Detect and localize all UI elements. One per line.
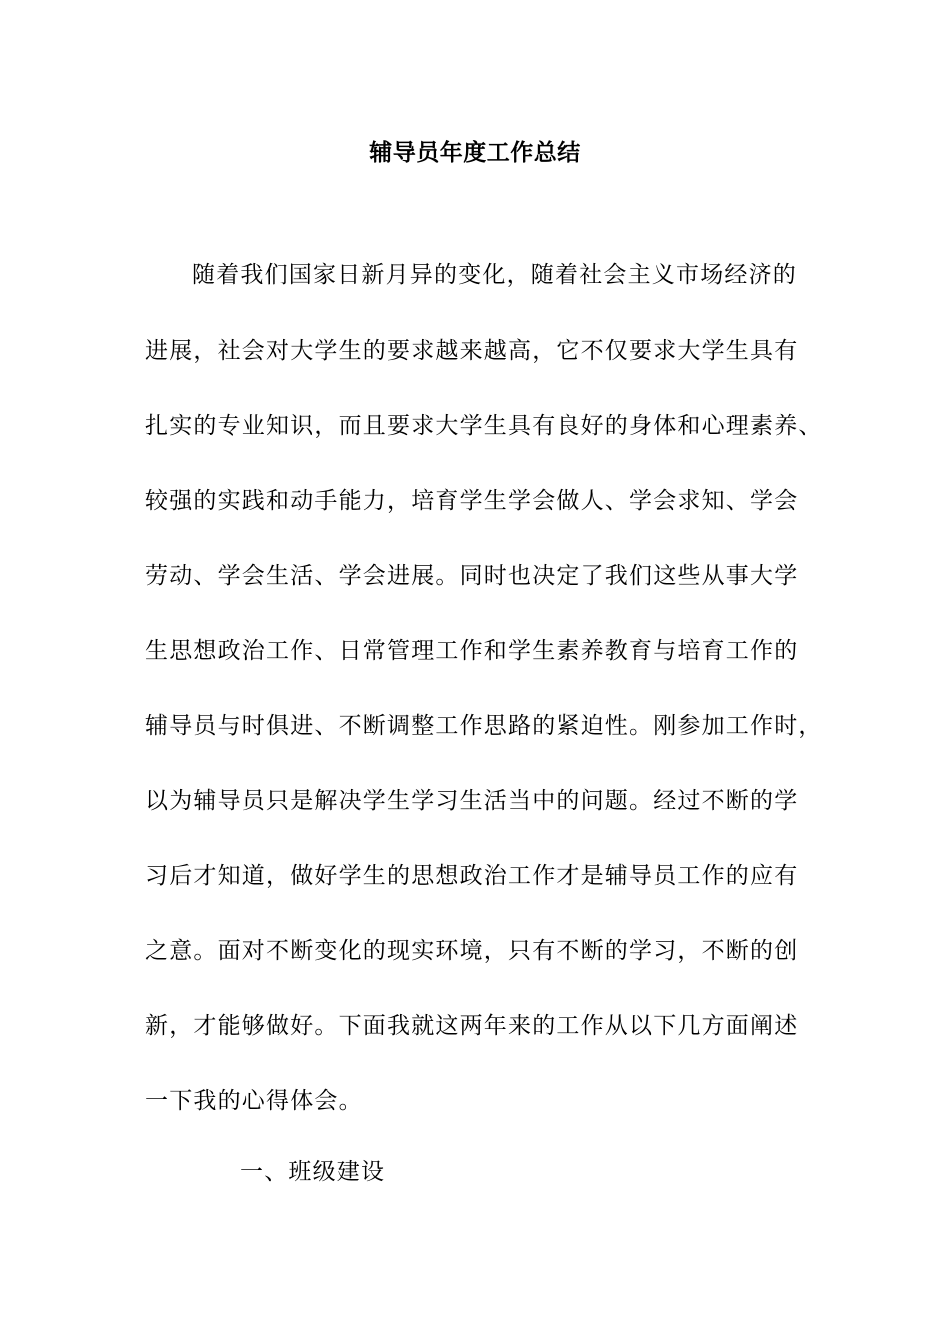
paragraph-line: 扎实的专业知识，而且要求大学生具有良好的身体和心理素养、 <box>145 413 823 439</box>
paragraph-line: 辅导员与时俱进、不断调整工作思路的紧迫性。刚参加工作时， <box>145 713 823 739</box>
paragraph-line: 以为辅导员只是解决学生学习生活当中的问题。经过不断的学 <box>145 788 799 814</box>
paragraph-line: 生思想政治工作、日常管理工作和学生素养教育与培育工作的 <box>145 638 799 664</box>
paragraph-line: 进展，社会对大学生的要求越来越高，它不仅要求大学生具有 <box>145 338 799 364</box>
document-title: 辅导员年度工作总结 <box>369 139 581 166</box>
paragraph-line: 一下我的心得体会。 <box>145 1088 363 1114</box>
paragraph-line: 随着我们国家日新月异的变化，随着社会主义市场经济的 <box>192 262 797 288</box>
paragraph-line: 之意。面对不断变化的现实环境，只有不断的学习，不断的创 <box>145 938 799 964</box>
paragraph-line: 较强的实践和动手能力，培育学生学会做人、学会求知、学会 <box>145 488 799 514</box>
section-heading: 一、班级建设 <box>240 1159 386 1185</box>
paragraph-line: 劳动、学会生活、学会进展。同时也决定了我们这些从事大学 <box>145 563 799 589</box>
paragraph-line: 新，才能够做好。下面我就这两年来的工作从以下几方面阐述 <box>145 1013 799 1039</box>
paragraph-line: 习后才知道，做好学生的思想政治工作才是辅导员工作的应有 <box>145 863 799 889</box>
